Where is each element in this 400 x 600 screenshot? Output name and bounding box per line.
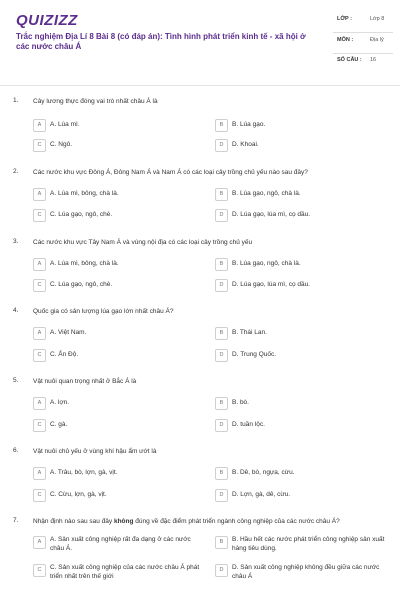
- option-letter-box: A: [33, 188, 46, 201]
- option-c[interactable]: [33, 349, 198, 363]
- option-letter-box: C: [33, 419, 46, 432]
- meta-count-label: SỐ CÂU :: [337, 57, 362, 63]
- option-text: B. Lúa gạo.: [232, 121, 266, 128]
- option-text: B. Hầu hết các nước phát triển công nghiệp sản xuất hàng tiêu dùng.: [232, 536, 385, 552]
- option-letter-box: B: [215, 467, 228, 480]
- option-c[interactable]: [33, 209, 198, 223]
- option-letter-box: C: [33, 209, 46, 222]
- option-letter-box: A: [33, 119, 46, 132]
- option-letter-box: A: [33, 258, 46, 271]
- option-a[interactable]: [33, 467, 198, 481]
- question-text: Vật nuôi quan trọng nhất ở Bắc Á là: [33, 378, 137, 385]
- option-text: A. Sản xuất công nghiệp rất đa dạng ở các nước châu Á.: [50, 536, 191, 552]
- meta-grade-label: LỚP :: [337, 16, 352, 22]
- question-text-emphasis: không: [113, 518, 134, 525]
- question-number: 4.: [13, 307, 19, 314]
- option-text: B. Lúa gạo, ngô, chà là.: [232, 260, 301, 267]
- option-b[interactable]: [215, 467, 380, 481]
- option-letter-box: A: [33, 327, 46, 340]
- option-letter-box: A: [33, 536, 46, 549]
- option-text: D. Sản xuất công nghiệp không đều giữa các nước châu Á: [232, 564, 380, 580]
- option-text: C. Lúa gạo, ngô, chè.: [50, 281, 113, 288]
- question-number: 3.: [13, 238, 19, 245]
- option-d[interactable]: [215, 279, 380, 293]
- option-a[interactable]: [33, 397, 198, 411]
- option-b[interactable]: [215, 188, 380, 202]
- option-a[interactable]: [33, 258, 198, 272]
- option-text: D. tuần lộc.: [232, 421, 265, 428]
- option-a[interactable]: [33, 188, 198, 202]
- option-letter-box: A: [33, 467, 46, 480]
- option-letter-box: C: [33, 564, 46, 577]
- quizizz-logo: QUIZIZZ: [16, 12, 78, 29]
- option-text: B. Dê, bò, ngựa, cừu.: [232, 469, 295, 476]
- option-b[interactable]: [215, 327, 380, 341]
- option-text: B. Lúa gạo, ngô, chà là.: [232, 190, 301, 197]
- question-number: 5.: [13, 377, 19, 384]
- option-d[interactable]: [215, 139, 380, 153]
- option-letter-box: D: [215, 489, 228, 502]
- option-letter-box: D: [215, 209, 228, 222]
- option-letter-box: B: [215, 327, 228, 340]
- worksheet-header: [0, 0, 400, 86]
- option-a[interactable]: [33, 327, 198, 341]
- header-divider: [0, 85, 400, 86]
- option-text: A. Lúa mì, bông, chà là.: [50, 190, 119, 197]
- question-text: Quốc gia có sản lượng lúa gạo lớn nhất châu Á?: [33, 308, 174, 315]
- meta-row-subject: [333, 33, 393, 54]
- option-letter-box: C: [33, 489, 46, 502]
- option-c[interactable]: [33, 564, 198, 586]
- option-text: C. Lúa gạo, ngô, chè.: [50, 211, 113, 218]
- option-b[interactable]: [215, 397, 380, 411]
- option-b[interactable]: [215, 119, 380, 133]
- option-text: D. Lúa gạo, lúa mì, cọ dầu.: [232, 281, 311, 288]
- option-d[interactable]: [215, 489, 380, 503]
- option-text: A. Lúa mì.: [50, 121, 80, 128]
- meta-subject-label: MÔN :: [337, 37, 354, 43]
- question-text-start: Nhận định nào sau sau đây: [33, 518, 114, 525]
- option-text: C. Sản xuất công nghiệp của các nước châu Á phát triển nhất trên thế giới: [50, 564, 200, 580]
- option-text: D. Khoai.: [232, 141, 259, 148]
- option-text: C. gà.: [50, 421, 68, 428]
- option-b[interactable]: [215, 258, 380, 272]
- option-d[interactable]: [215, 209, 380, 223]
- option-text: A. Việt Nam.: [50, 329, 87, 336]
- meta-subject-value: Địa lý: [370, 37, 384, 43]
- meta-row-count: [333, 54, 393, 68]
- option-text: C. Ngô.: [50, 141, 73, 148]
- meta-grade-value: Lớp 8: [370, 16, 385, 22]
- option-letter-box: D: [215, 564, 228, 577]
- option-text: D. Trung Quốc.: [232, 351, 277, 358]
- question-text: Vật nuôi chủ yếu ở vùng khí hậu ẩm ướt là: [33, 448, 157, 455]
- worksheet-meta-panel: [333, 12, 393, 68]
- option-text: D. Lợn, gà, dê, cừu.: [232, 491, 291, 498]
- question-number: 7.: [13, 517, 19, 524]
- option-b[interactable]: [215, 536, 385, 558]
- option-c[interactable]: [33, 139, 198, 153]
- option-text: B. bò.: [232, 399, 249, 406]
- option-letter-box: B: [215, 397, 228, 410]
- option-text: C. Cừu, lợn, gà, vịt.: [50, 491, 107, 498]
- question-text: [33, 517, 373, 526]
- question-text-end: đúng về đặc điểm phát triển ngành công nghiệp của các nước châu Á?: [133, 518, 340, 525]
- question-number: 1.: [13, 97, 19, 104]
- option-letter-box: C: [33, 349, 46, 362]
- option-letter-box: B: [215, 119, 228, 132]
- worksheet-title: Trắc nghiệm Địa Lí 8 Bài 8 (có đáp án): Tình hình phát triển kinh tế - xã hội ở các nước châu Á: [16, 32, 306, 51]
- option-letter-box: D: [215, 279, 228, 292]
- option-text: D. Lúa gạo, lúa mì, cọ dầu.: [232, 211, 311, 218]
- option-text: A. lợn.: [50, 399, 70, 406]
- option-c[interactable]: [33, 489, 198, 503]
- option-text: A. Trâu, bò, lợn, gà, vịt.: [50, 469, 118, 476]
- option-a[interactable]: [33, 536, 198, 558]
- meta-count-value: 16: [370, 57, 377, 63]
- option-letter-box: B: [215, 258, 228, 271]
- option-c[interactable]: [33, 279, 198, 293]
- option-text: C. Ấn Độ.: [50, 351, 79, 358]
- option-letter-box: C: [33, 279, 46, 292]
- option-letter-box: D: [215, 139, 228, 152]
- question-number: 2.: [13, 168, 19, 175]
- option-letter-box: B: [215, 536, 228, 549]
- option-letter-box: B: [215, 188, 228, 201]
- option-text: A. Lúa mì, bông, chà là.: [50, 260, 119, 267]
- option-d[interactable]: [215, 349, 380, 363]
- question-text: Các nước khu vực Đông Á, Đông Nam Á và Nam Á có các loại cây trồng chủ yếu nào sau đây?: [33, 169, 308, 176]
- question-number: 6.: [13, 447, 19, 454]
- option-a[interactable]: [33, 119, 198, 133]
- option-text: B. Thái Lan.: [232, 329, 267, 336]
- question-text: Các nước khu vực Tây Nam Á và vùng nội địa có các loại cây trồng chủ yếu: [33, 239, 253, 246]
- option-c[interactable]: [33, 419, 198, 433]
- option-d[interactable]: [215, 564, 380, 586]
- option-letter-box: A: [33, 397, 46, 410]
- option-letter-box: D: [215, 349, 228, 362]
- question-text: Cây lương thực đóng vai trò nhất châu Á là: [33, 98, 158, 105]
- option-d[interactable]: [215, 419, 380, 433]
- meta-row-grade: [333, 12, 393, 33]
- option-letter-box: D: [215, 419, 228, 432]
- option-letter-box: C: [33, 139, 46, 152]
